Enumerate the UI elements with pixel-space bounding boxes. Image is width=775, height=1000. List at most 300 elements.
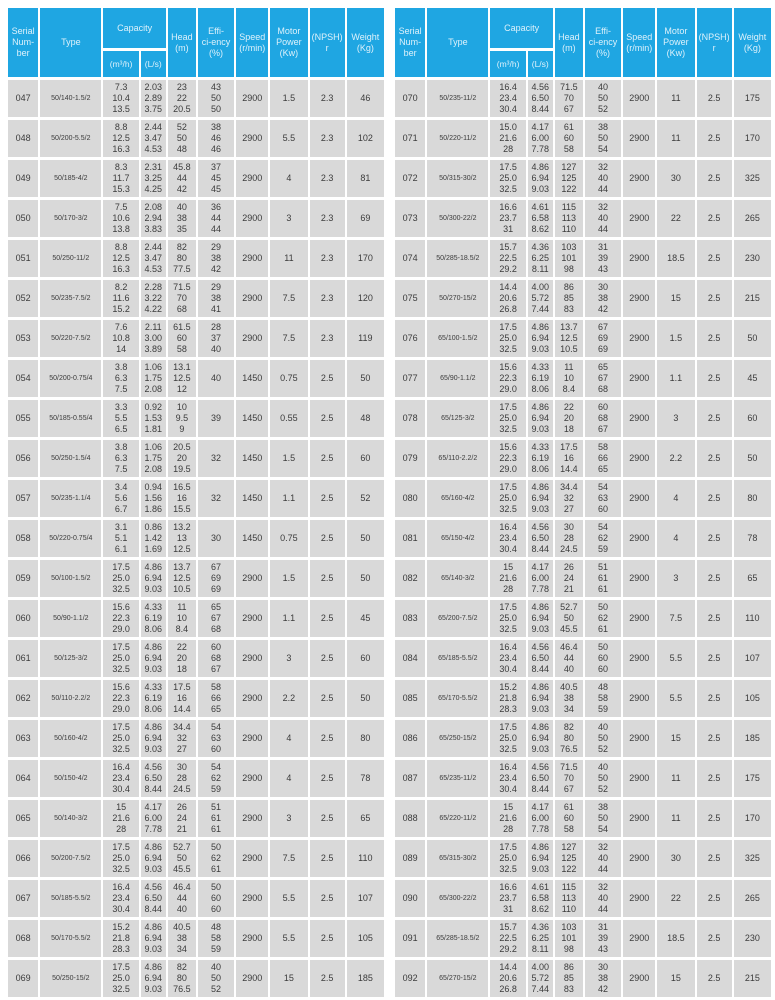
capacity-m3h-cell: 16.4 23.4 30.4 xyxy=(490,80,525,117)
capacity-ls-cell: 2.31 3.25 4.25 xyxy=(141,160,166,197)
weight-cell: 50 xyxy=(347,680,384,717)
capacity-m3h-cell: 17.5 25.0 32.5 xyxy=(490,400,525,437)
motor-power-cell: 1.1 xyxy=(657,360,694,397)
serial-cell: 052 xyxy=(8,280,38,317)
col-header-motor-power xyxy=(657,8,694,77)
weight-cell: 65 xyxy=(734,560,771,597)
serial-cell: 066 xyxy=(8,840,38,877)
type-cell: 65/110-2.2/2 xyxy=(427,440,488,477)
efficiency-cell: 32 40 44 xyxy=(585,160,621,197)
capacity-m3h-cell: 16.4 23.4 30.4 xyxy=(490,760,525,797)
header-label: (Kg) xyxy=(743,42,761,53)
npsh-cell: 2.5 xyxy=(310,720,345,757)
weight-cell: 119 xyxy=(347,320,384,357)
head-cell: 52.7 50 45.5 xyxy=(555,600,583,637)
table-row xyxy=(8,800,384,837)
head-cell: 46.4 44 40 xyxy=(168,880,196,917)
table-row xyxy=(8,720,384,757)
table-body xyxy=(395,80,771,997)
motor-power-cell: 5.5 xyxy=(270,920,307,957)
table-row xyxy=(395,480,771,517)
header-label: (r/min) xyxy=(626,42,653,53)
type-cell: 65/315-30/2 xyxy=(427,840,488,877)
table-header xyxy=(8,8,384,77)
speed-cell: 2900 xyxy=(236,840,268,877)
npsh-cell: 2.5 xyxy=(310,800,345,837)
type-cell: 65/140-3/2 xyxy=(427,560,488,597)
table-row xyxy=(8,400,384,437)
capacity-ls-cell: 4.17 6.00 7.78 xyxy=(528,800,553,837)
type-cell: 65/235-11/2 xyxy=(427,760,488,797)
type-cell: 50/110-2.2/2 xyxy=(40,680,101,717)
serial-cell: 050 xyxy=(8,200,38,237)
header-label: Power xyxy=(663,37,689,47)
table-row xyxy=(395,280,771,317)
capacity-m3h-cell: 17.5 25.0 32.5 xyxy=(490,320,525,357)
weight-cell: 170 xyxy=(734,800,771,837)
head-cell: 61 60 58 xyxy=(555,800,583,837)
capacity-m3h-cell: 15.7 22.5 29.2 xyxy=(490,240,525,277)
table-row xyxy=(395,320,771,357)
npsh-cell: 2.3 xyxy=(310,160,345,197)
weight-cell: 78 xyxy=(347,760,384,797)
speed-cell: 2900 xyxy=(236,160,268,197)
type-cell: 65/90-1.1/2 xyxy=(427,360,488,397)
type-cell: 65/250-15/2 xyxy=(427,720,488,757)
head-cell: 127 125 122 xyxy=(555,160,583,197)
head-cell: 20.5 20 19.5 xyxy=(168,440,196,477)
col-header-capacity-m3h: (m³/h) xyxy=(490,51,525,77)
npsh-cell: 2.5 xyxy=(697,680,732,717)
capacity-m3h-cell: 17.5 25.0 32.5 xyxy=(103,560,138,597)
type-cell: 50/185-5.5/2 xyxy=(40,880,101,917)
speed-cell: 2900 xyxy=(236,120,268,157)
serial-cell: 055 xyxy=(8,400,38,437)
efficiency-cell: 54 63 60 xyxy=(198,720,234,757)
type-cell: 50/140-1.5/2 xyxy=(40,80,101,117)
table-row xyxy=(8,80,384,117)
weight-cell: 81 xyxy=(347,160,384,197)
serial-cell: 092 xyxy=(395,960,425,997)
head-cell: 40 38 35 xyxy=(168,200,196,237)
capacity-ls-cell: 4.33 6.19 8.06 xyxy=(528,360,553,397)
serial-cell: 067 xyxy=(8,880,38,917)
speed-cell: 2900 xyxy=(623,720,655,757)
capacity-ls-cell: 2.28 3.22 4.22 xyxy=(141,280,166,317)
capacity-m3h-cell: 14.4 20.6 26.8 xyxy=(490,960,525,997)
npsh-cell: 2.5 xyxy=(310,640,345,677)
speed-cell: 2900 xyxy=(623,680,655,717)
header-label: Speed xyxy=(239,31,266,42)
serial-cell: 091 xyxy=(395,920,425,957)
weight-cell: 110 xyxy=(347,840,384,877)
capacity-m3h-cell: 8.8 12.5 16.3 xyxy=(103,120,138,157)
table-row xyxy=(395,840,771,877)
weight-cell: 52 xyxy=(347,480,384,517)
table-row xyxy=(395,800,771,837)
serial-cell: 060 xyxy=(8,600,38,637)
capacity-m3h-cell: 15.2 21.8 28.3 xyxy=(490,680,525,717)
header-label: (Kw) xyxy=(279,48,299,58)
efficiency-cell: 58 66 65 xyxy=(585,440,621,477)
capacity-m3h-cell: 17.5 25.0 32.5 xyxy=(103,840,138,877)
header-label: (r/min) xyxy=(239,42,266,53)
weight-cell: 46 xyxy=(347,80,384,117)
head-cell: 13.7 12.5 10.5 xyxy=(168,560,196,597)
motor-power-cell: 5.5 xyxy=(270,120,307,157)
serial-cell: 051 xyxy=(8,240,38,277)
type-cell: 65/300-22/2 xyxy=(427,880,488,917)
speed-cell: 2900 xyxy=(236,200,268,237)
type-cell: 50/140-3/2 xyxy=(40,800,101,837)
speed-cell: 2900 xyxy=(236,240,268,277)
weight-cell: 65 xyxy=(347,800,384,837)
weight-cell: 50 xyxy=(347,360,384,397)
capacity-m3h-cell: 17.5 25.0 32.5 xyxy=(103,960,138,997)
head-cell: 10 9.5 9 xyxy=(168,400,196,437)
motor-power-cell: 0.75 xyxy=(270,520,307,557)
npsh-cell: 2.3 xyxy=(310,80,345,117)
npsh-cell: 2.5 xyxy=(697,760,732,797)
table-row xyxy=(8,480,384,517)
serial-cell: 069 xyxy=(8,960,38,997)
capacity-ls-cell: 4.36 6.25 8.11 xyxy=(528,240,553,277)
capacity-ls-cell: 4.86 6.94 9.03 xyxy=(528,400,553,437)
header-label: (%) xyxy=(596,48,611,58)
efficiency-cell: 32 xyxy=(198,440,234,477)
head-cell: 127 125 122 xyxy=(555,840,583,877)
serial-cell: 084 xyxy=(395,640,425,677)
type-cell: 50/235-1.1/4 xyxy=(40,480,101,517)
serial-cell: 087 xyxy=(395,760,425,797)
speed-cell: 2900 xyxy=(623,640,655,677)
weight-cell: 107 xyxy=(734,640,771,677)
capacity-m3h-cell: 17.5 25.0 32.5 xyxy=(490,840,525,877)
efficiency-cell: 60 68 67 xyxy=(198,640,234,677)
header-label: Head xyxy=(171,31,193,42)
efficiency-cell: 38 46 46 xyxy=(198,120,234,157)
capacity-ls-cell: 4.33 6.19 8.06 xyxy=(528,440,553,477)
weight-cell: 185 xyxy=(734,720,771,757)
weight-cell: 48 xyxy=(347,400,384,437)
efficiency-cell: 54 62 59 xyxy=(585,520,621,557)
serial-cell: 056 xyxy=(8,440,38,477)
serial-cell: 061 xyxy=(8,640,38,677)
weight-cell: 325 xyxy=(734,840,771,877)
capacity-ls-cell: 4.86 6.94 9.03 xyxy=(141,960,166,997)
speed-cell: 2900 xyxy=(623,840,655,877)
efficiency-cell: 30 38 42 xyxy=(585,960,621,997)
efficiency-cell: 29 38 41 xyxy=(198,280,234,317)
speed-cell: 2900 xyxy=(236,80,268,117)
capacity-m3h-cell: 8.8 12.5 16.3 xyxy=(103,240,138,277)
head-cell: 46.4 44 40 xyxy=(555,640,583,677)
weight-cell: 120 xyxy=(347,280,384,317)
capacity-m3h-cell: 15.7 22.5 29.2 xyxy=(490,920,525,957)
motor-power-cell: 1.5 xyxy=(270,80,307,117)
serial-cell: 077 xyxy=(395,360,425,397)
table-row xyxy=(8,240,384,277)
motor-power-cell: 3 xyxy=(270,800,307,837)
speed-cell: 2900 xyxy=(623,440,655,477)
col-header-capacity: Capacity xyxy=(103,8,165,48)
npsh-cell: 2.5 xyxy=(310,600,345,637)
speed-cell: 2900 xyxy=(623,80,655,117)
serial-cell: 072 xyxy=(395,160,425,197)
capacity-ls-cell: 4.17 6.00 7.78 xyxy=(528,120,553,157)
weight-cell: 105 xyxy=(734,680,771,717)
efficiency-cell: 32 40 44 xyxy=(585,200,621,237)
header-label: (%) xyxy=(209,48,224,58)
table-row xyxy=(8,960,384,997)
efficiency-cell: 29 38 42 xyxy=(198,240,234,277)
weight-cell: 265 xyxy=(734,880,771,917)
table-row xyxy=(8,920,384,957)
capacity-ls-cell: 4.56 6.50 8.44 xyxy=(528,640,553,677)
col-header-capacity-ls: (L/s) xyxy=(141,51,166,77)
capacity-ls-cell: 4.56 6.50 8.44 xyxy=(141,760,166,797)
weight-cell: 215 xyxy=(734,280,771,317)
head-cell: 30 28 24.5 xyxy=(555,520,583,557)
type-cell: 65/185-5.5/2 xyxy=(427,640,488,677)
col-header-efficiency xyxy=(585,8,621,77)
motor-power-cell: 4 xyxy=(657,480,694,517)
type-cell: 65/200-7.5/2 xyxy=(427,600,488,637)
capacity-ls-cell: 4.86 6.94 9.03 xyxy=(528,320,553,357)
motor-power-cell: 11 xyxy=(270,240,307,277)
header-label: r xyxy=(325,42,329,53)
table-row xyxy=(8,680,384,717)
motor-power-cell: 1.1 xyxy=(270,600,307,637)
head-cell: 13.2 13 12.5 xyxy=(168,520,196,557)
type-cell: 50/185-0.55/4 xyxy=(40,400,101,437)
weight-cell: 265 xyxy=(734,200,771,237)
col-header-head xyxy=(555,8,583,77)
efficiency-cell: 50 60 60 xyxy=(198,880,234,917)
capacity-ls-cell: 4.61 6.58 8.62 xyxy=(528,200,553,237)
capacity-ls-cell: 4.86 6.94 9.03 xyxy=(141,560,166,597)
head-cell: 71.5 70 67 xyxy=(555,80,583,117)
capacity-m3h-cell: 17.5 25.0 32.5 xyxy=(490,160,525,197)
col-header-serial-number xyxy=(8,8,38,77)
header-label: Motor xyxy=(277,26,301,36)
efficiency-cell: 32 xyxy=(198,480,234,517)
weight-cell: 102 xyxy=(347,120,384,157)
efficiency-cell: 32 40 44 xyxy=(585,840,621,877)
table-row xyxy=(395,600,771,637)
head-cell: 82 80 77.5 xyxy=(168,240,196,277)
table-row xyxy=(8,360,384,397)
speed-cell: 2900 xyxy=(623,240,655,277)
speed-cell: 2900 xyxy=(236,280,268,317)
capacity-m3h-cell: 16.4 23.4 30.4 xyxy=(103,880,138,917)
efficiency-cell: 40 50 52 xyxy=(585,760,621,797)
speed-cell: 1450 xyxy=(236,360,268,397)
npsh-cell: 2.5 xyxy=(697,200,732,237)
capacity-m3h-cell: 7.5 10.6 13.8 xyxy=(103,200,138,237)
table-row xyxy=(395,640,771,677)
capacity-ls-cell: 4.33 6.19 8.06 xyxy=(141,680,166,717)
motor-power-cell: 7.5 xyxy=(270,320,307,357)
speed-cell: 2900 xyxy=(236,560,268,597)
npsh-cell: 2.5 xyxy=(697,560,732,597)
serial-cell: 071 xyxy=(395,120,425,157)
weight-cell: 215 xyxy=(734,960,771,997)
capacity-m3h-cell: 15 21.6 28 xyxy=(490,800,525,837)
speed-cell: 2900 xyxy=(623,920,655,957)
table-row xyxy=(395,440,771,477)
serial-cell: 083 xyxy=(395,600,425,637)
capacity-ls-cell: 4.86 6.94 9.03 xyxy=(528,480,553,517)
efficiency-cell: 51 61 61 xyxy=(585,560,621,597)
table-row xyxy=(395,880,771,917)
header-label: ber xyxy=(16,48,30,58)
npsh-cell: 2.5 xyxy=(310,520,345,557)
col-header-weight xyxy=(347,8,384,77)
efficiency-cell: 28 37 40 xyxy=(198,320,234,357)
capacity-ls-cell: 4.86 6.94 9.03 xyxy=(141,720,166,757)
type-cell: 50/90-1.1/2 xyxy=(40,600,101,637)
capacity-ls-cell: 4.86 6.94 9.03 xyxy=(528,600,553,637)
weight-cell: 105 xyxy=(347,920,384,957)
motor-power-cell: 1.5 xyxy=(270,560,307,597)
motor-power-cell: 18.5 xyxy=(657,240,694,277)
serial-cell: 078 xyxy=(395,400,425,437)
type-cell: 65/285-18.5/2 xyxy=(427,920,488,957)
capacity-m3h-cell: 15 21.6 28 xyxy=(103,800,138,837)
header-label: ci-ency xyxy=(201,37,231,47)
header-label: (m) xyxy=(175,42,189,53)
type-cell: 65/270-15/2 xyxy=(427,960,488,997)
motor-power-cell: 11 xyxy=(657,120,694,157)
col-header-motor-power xyxy=(270,8,307,77)
efficiency-cell: 32 40 44 xyxy=(585,880,621,917)
weight-cell: 325 xyxy=(734,160,771,197)
type-cell: 50/125-3/2 xyxy=(40,640,101,677)
motor-power-cell: 15 xyxy=(657,280,694,317)
head-cell: 11 10 8.4 xyxy=(168,600,196,637)
motor-power-cell: 7.5 xyxy=(270,840,307,877)
header-label: r xyxy=(712,42,716,53)
efficiency-cell: 30 xyxy=(198,520,234,557)
serial-cell: 064 xyxy=(8,760,38,797)
capacity-ls-cell: 4.17 6.00 7.78 xyxy=(141,800,166,837)
head-cell: 16.5 16 15.5 xyxy=(168,480,196,517)
head-cell: 22 20 18 xyxy=(555,400,583,437)
npsh-cell: 2.5 xyxy=(697,120,732,157)
serial-cell: 075 xyxy=(395,280,425,317)
efficiency-cell: 38 50 54 xyxy=(585,120,621,157)
npsh-cell: 2.5 xyxy=(310,360,345,397)
weight-cell: 230 xyxy=(734,240,771,277)
col-header-serial-number xyxy=(395,8,425,77)
type-cell: 50/170-3/2 xyxy=(40,200,101,237)
spec-table-right xyxy=(393,5,773,1000)
capacity-m3h-cell: 15.6 22.3 29.0 xyxy=(103,600,138,637)
efficiency-cell: 36 44 44 xyxy=(198,200,234,237)
head-cell: 52 50 48 xyxy=(168,120,196,157)
motor-power-cell: 30 xyxy=(657,160,694,197)
capacity-m3h-cell: 16.6 23.7 31 xyxy=(490,880,525,917)
head-cell: 26 24 21 xyxy=(555,560,583,597)
speed-cell: 2900 xyxy=(236,320,268,357)
table-row xyxy=(395,560,771,597)
efficiency-cell: 39 xyxy=(198,400,234,437)
serial-cell: 062 xyxy=(8,680,38,717)
serial-cell: 090 xyxy=(395,880,425,917)
npsh-cell: 2.5 xyxy=(697,160,732,197)
capacity-m3h-cell: 7.3 10.4 13.5 xyxy=(103,80,138,117)
capacity-ls-cell: 4.86 6.94 9.03 xyxy=(528,160,553,197)
speed-cell: 2900 xyxy=(236,720,268,757)
serial-cell: 079 xyxy=(395,440,425,477)
capacity-m3h-cell: 15.2 21.8 28.3 xyxy=(103,920,138,957)
motor-power-cell: 22 xyxy=(657,880,694,917)
speed-cell: 2900 xyxy=(623,200,655,237)
motor-power-cell: 11 xyxy=(657,80,694,117)
spec-table-left xyxy=(6,5,386,1000)
speed-cell: 2900 xyxy=(623,320,655,357)
motor-power-cell: 3 xyxy=(270,200,307,237)
capacity-ls-cell: 4.00 5.72 7.44 xyxy=(528,280,553,317)
capacity-ls-cell: 0.94 1.56 1.86 xyxy=(141,480,166,517)
npsh-cell: 2.5 xyxy=(697,280,732,317)
speed-cell: 2900 xyxy=(623,480,655,517)
table-row xyxy=(8,160,384,197)
table-row xyxy=(395,240,771,277)
table-body xyxy=(8,80,384,997)
col-header-weight xyxy=(734,8,771,77)
capacity-ls-cell: 4.86 6.94 9.03 xyxy=(141,640,166,677)
capacity-m3h-cell: 17.5 25.0 32.5 xyxy=(103,640,138,677)
motor-power-cell: 5.5 xyxy=(270,880,307,917)
header-label: (Kg) xyxy=(356,42,374,53)
serial-cell: 049 xyxy=(8,160,38,197)
weight-cell: 110 xyxy=(734,600,771,637)
capacity-ls-cell: 4.00 5.72 7.44 xyxy=(528,960,553,997)
efficiency-cell: 30 38 42 xyxy=(585,280,621,317)
table-row xyxy=(395,720,771,757)
table-row xyxy=(8,520,384,557)
serial-cell: 074 xyxy=(395,240,425,277)
capacity-m3h-cell: 15.6 22.3 29.0 xyxy=(490,440,525,477)
npsh-cell: 2.5 xyxy=(310,880,345,917)
type-cell: 50/300-22/2 xyxy=(427,200,488,237)
col-header-capacity-m3h: (m³/h) xyxy=(103,51,138,77)
serial-cell: 080 xyxy=(395,480,425,517)
type-cell: 50/285-18.5/2 xyxy=(427,240,488,277)
col-header-efficiency xyxy=(198,8,234,77)
motor-power-cell: 4 xyxy=(270,160,307,197)
npsh-cell: 2.5 xyxy=(310,960,345,997)
capacity-ls-cell: 1.06 1.75 2.08 xyxy=(141,440,166,477)
npsh-cell: 2.5 xyxy=(697,480,732,517)
speed-cell: 2900 xyxy=(623,560,655,597)
capacity-m3h-cell: 16.4 23.4 30.4 xyxy=(103,760,138,797)
type-cell: 65/125-3/2 xyxy=(427,400,488,437)
speed-cell: 2900 xyxy=(236,920,268,957)
weight-cell: 69 xyxy=(347,200,384,237)
efficiency-cell: 58 66 65 xyxy=(198,680,234,717)
capacity-ls-cell: 2.11 3.00 3.89 xyxy=(141,320,166,357)
capacity-m3h-cell: 3.8 6.3 7.5 xyxy=(103,440,138,477)
table-row xyxy=(395,80,771,117)
speed-cell: 2900 xyxy=(236,880,268,917)
efficiency-cell: 54 63 60 xyxy=(585,480,621,517)
type-cell: 50/220-7.5/2 xyxy=(40,320,101,357)
efficiency-cell: 40 xyxy=(198,360,234,397)
capacity-ls-cell: 4.56 6.50 8.44 xyxy=(141,880,166,917)
